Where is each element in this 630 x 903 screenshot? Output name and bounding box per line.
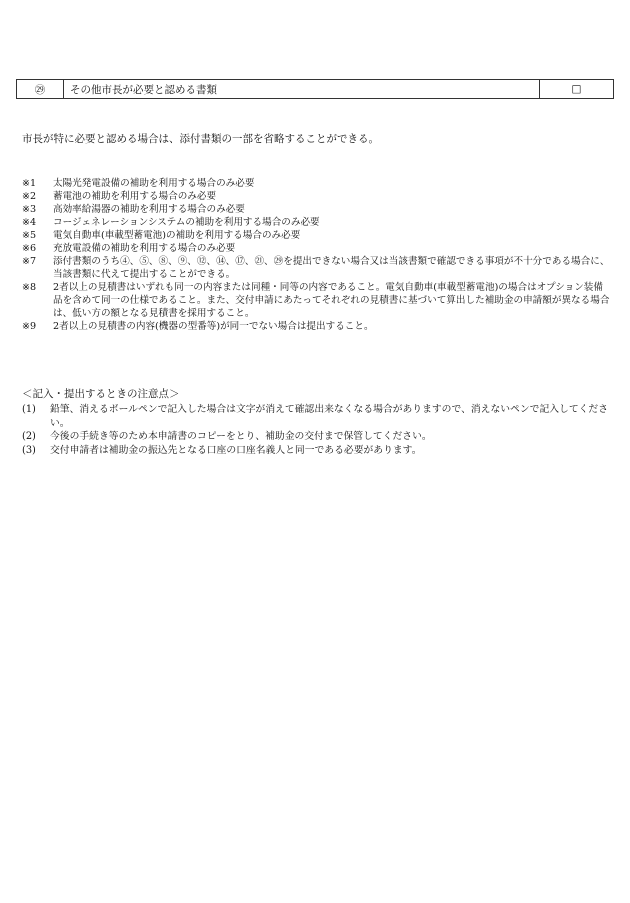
footnote-mark: ※3: [22, 204, 37, 215]
instruction-text: 交付申請者は補助金の振込先となる口座の口座名義人と同一である必要があります。: [50, 444, 422, 456]
row-checkbox[interactable]: □: [540, 80, 614, 99]
footnote-text: 高効率給湯器の補助を利用する場合のみ必要: [53, 204, 245, 215]
footnote-item: [22, 216, 612, 229]
instruction-item: [22, 430, 612, 444]
footnote-mark: ※1: [22, 178, 37, 189]
footnote-text: 2者以上の見積書はいずれも同一の内容または同種・同等の内容であること。電気自動車(車載型蓄電池)の場合はオプション装備品を含めて同一の仕様であること。また、交付申請にあたってそれぞれの見積書に基づいて算出した補助金の申請額が異なる場合は、低い方の額となる見積書を採用すること。: [53, 282, 610, 319]
footnote-item: [22, 281, 612, 320]
table-row: [17, 80, 614, 99]
instruction-mark: (1): [22, 404, 36, 415]
footnote-mark: ※4: [22, 217, 37, 228]
instruction-mark: (3): [22, 444, 36, 456]
footnote-item: [22, 190, 612, 203]
row-number: ㉙: [17, 80, 64, 99]
footnote-item: [22, 203, 612, 216]
instruction-item: [22, 444, 612, 458]
attachment-table: [16, 79, 614, 99]
footnote-mark: ※6: [22, 243, 37, 254]
footnote-mark: ※8: [22, 282, 37, 293]
instruction-mark: (2): [22, 431, 36, 442]
footnote-item: [22, 320, 612, 333]
footnote-text: 2者以上の見積書の内容(機器の型番等)が同一でない場合は提出すること。: [53, 321, 374, 332]
footnote-text: 充放電設備の補助を利用する場合のみ必要: [53, 243, 236, 254]
footnote-text: 蓄電池の補助を利用する場合のみ必要: [53, 191, 217, 202]
omission-note: 市長が特に必要と認める場合は、添付書類の一部を省略することができる。: [22, 133, 379, 145]
footnote-list: [22, 177, 612, 333]
instruction-text: 今後の手続き等のため本申請書のコピーをとり、補助金の交付まで保管してください。: [50, 431, 432, 442]
footnote-item: [22, 177, 612, 190]
footnote-text: 太陽光発電設備の補助を利用する場合のみ必要: [53, 178, 255, 189]
footnote-mark: ※2: [22, 191, 37, 202]
footnote-mark: ※5: [22, 230, 37, 241]
footnote-item: [22, 229, 612, 242]
footnote-mark: ※7: [22, 256, 37, 267]
footnote-text: コージェネレーションシステムの補助を利用する場合のみ必要: [53, 217, 320, 228]
instructions-heading: ＜記入・提出するときの注意点＞: [22, 388, 180, 400]
footnote-mark: ※9: [22, 321, 37, 332]
footnote-item: [22, 242, 612, 255]
instruction-item: [22, 403, 612, 430]
instruction-text: 鉛筆、消えるボールペンで記入した場合は文字が消えて確認出来なくなる場合がありますので、消えないペンで記入してください。: [50, 404, 609, 429]
row-label: その他市長が必要と認める書類: [64, 80, 540, 99]
footnote-text: 電気自動車(車載型蓄電池)の補助を利用する場合のみ必要: [53, 230, 301, 241]
footnote-item: [22, 255, 612, 281]
instructions-section: [22, 387, 612, 457]
footnote-text: 添付書類のうち④、⑤、⑧、⑨、⑫、⑭、⑰、㉑、㉙を提出できない場合又は当該書類で確認できる事項が不十分である場合に、当該書類に代えて提出することができる。: [53, 256, 610, 280]
